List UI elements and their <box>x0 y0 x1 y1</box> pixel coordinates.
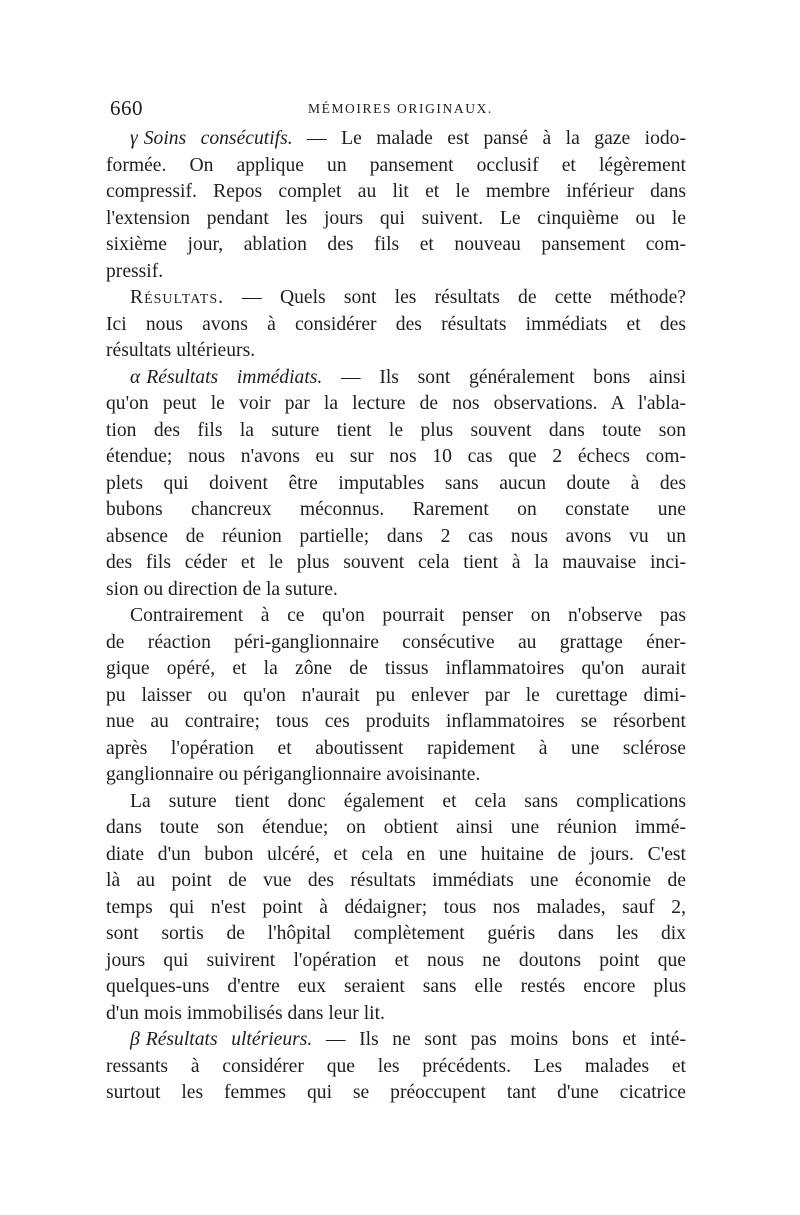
section-marker: α <box>130 366 141 388</box>
paragraph-resultats-immediats <box>106 365 686 604</box>
text-line: temps qui n'est point à dédaigner; tous nos malades, sauf 2, <box>106 896 686 918</box>
text-line: ganglionnaire ou périganglionnaire avoisinante. <box>106 764 481 785</box>
running-head <box>106 96 686 124</box>
text-line: étendue; nous n'avons eu sur nos 10 cas que 2 échecs com- <box>106 446 686 467</box>
text-line: sont sortis de l'hôpital complètement guéris dans les dix <box>106 923 686 944</box>
text-line: α Résultats immédiats. — Ils sont généralement bons ainsi <box>130 366 687 388</box>
text-line: γ Soins consécutifs. — Le malade est pansé à la gaze iodo- <box>130 128 686 149</box>
section-marker: β <box>130 1029 140 1050</box>
text-line: ressants à considérer que les précédents. Les malades et <box>106 1055 686 1077</box>
paragraph-resultats <box>106 285 686 365</box>
text-line: dans toute son étendue; on obtient ainsi une réunion immé- <box>106 817 686 838</box>
text-line: pressif. <box>106 260 164 282</box>
text-line: absence de réunion partielle; dans 2 cas nous avons vu un <box>106 525 686 547</box>
text-line: d'un mois immobilisés dans leur lit. <box>106 1002 385 1024</box>
paragraph-resultats-ulterieurs <box>106 1027 686 1107</box>
text-line: plets qui doivent être imputables sans aucun doute à des <box>106 472 686 494</box>
section-heading: Résultats. <box>130 287 225 308</box>
text-line: La suture tient donc également et cela sans complications <box>130 790 686 812</box>
text-line: quelques-uns d'entre eux seraient sans elle restés encore plus <box>106 976 686 997</box>
section-heading: Résultats ultérieurs. <box>145 1029 313 1050</box>
page-number: 660 <box>110 96 143 120</box>
text-line: diate d'un bubon ulcéré, et cela en une huitaine de jours. C'est <box>106 843 686 865</box>
section-marker: γ <box>130 128 138 149</box>
text-line: Contrairement à ce qu'on pourrait penser on n'observe pas <box>130 605 686 626</box>
text-line: sion ou direction de la suture. <box>106 578 338 600</box>
text-line: des fils céder et le plus souvent cela tient à la mauvaise inci- <box>106 552 686 573</box>
text-line: là au point de vue des résultats immédiats une économie de <box>106 870 686 891</box>
text-line: gique opéré, et la zône de tissus inflammatoires qu'on aurait <box>106 658 686 679</box>
text-line: surtout les femmes qui se préoccupent tant d'une cicatrice <box>106 1082 686 1103</box>
text-line: formée. On applique un pansement occlusif et légèrement <box>106 154 686 176</box>
text-line: tion des fils la suture tient le plus souvent dans toute son <box>106 419 686 441</box>
text-line: pu laisser ou qu'on n'aurait pu enlever par le curettage dimi- <box>106 684 686 706</box>
text-line: sixième jour, ablation des fils et nouveau pansement com- <box>106 234 686 255</box>
text-line: de réaction péri-ganglionnaire consécutive au grattage éner- <box>106 631 686 653</box>
section-heading: Soins consécutifs. <box>143 128 293 149</box>
running-title: MÉMOIRES ORIGINAUX. <box>308 101 493 116</box>
text-line: résultats ultérieurs. <box>106 340 256 361</box>
text-line: jours qui suivirent l'opération et nous ne doutons point que <box>106 949 686 971</box>
text-line: l'extension pendant les jours qui suivent. Le cinquième ou le <box>106 207 686 229</box>
text-line: qu'on peut le voir par la lecture de nos observations. A l'abla- <box>106 393 686 414</box>
section-heading: Résultats immédiats. <box>146 366 323 388</box>
text-line: β Résultats ultérieurs. — Ils ne sont pas moins bons et inté- <box>130 1029 686 1050</box>
text-line: nue au contraire; tous ces produits inflammatoires se résorbent <box>106 711 686 732</box>
text-line: après l'opération et aboutissent rapidement à une sclérose <box>106 737 686 759</box>
paragraph-soins-consecutifs <box>106 126 686 285</box>
text-line: compressif. Repos complet au lit et le membre inférieur dans <box>106 181 686 202</box>
paragraph-la-suture <box>106 789 686 1028</box>
text-line: bubons chancreux méconnus. Rarement on constate une <box>106 499 686 520</box>
page <box>106 96 686 1107</box>
paragraph-contrairement <box>106 603 686 789</box>
text-line: Ici nous avons à considérer des résultats immédiats et des <box>106 313 686 335</box>
text-line: Résultats. — Quels sont les résultats de cette méthode? <box>130 287 686 308</box>
